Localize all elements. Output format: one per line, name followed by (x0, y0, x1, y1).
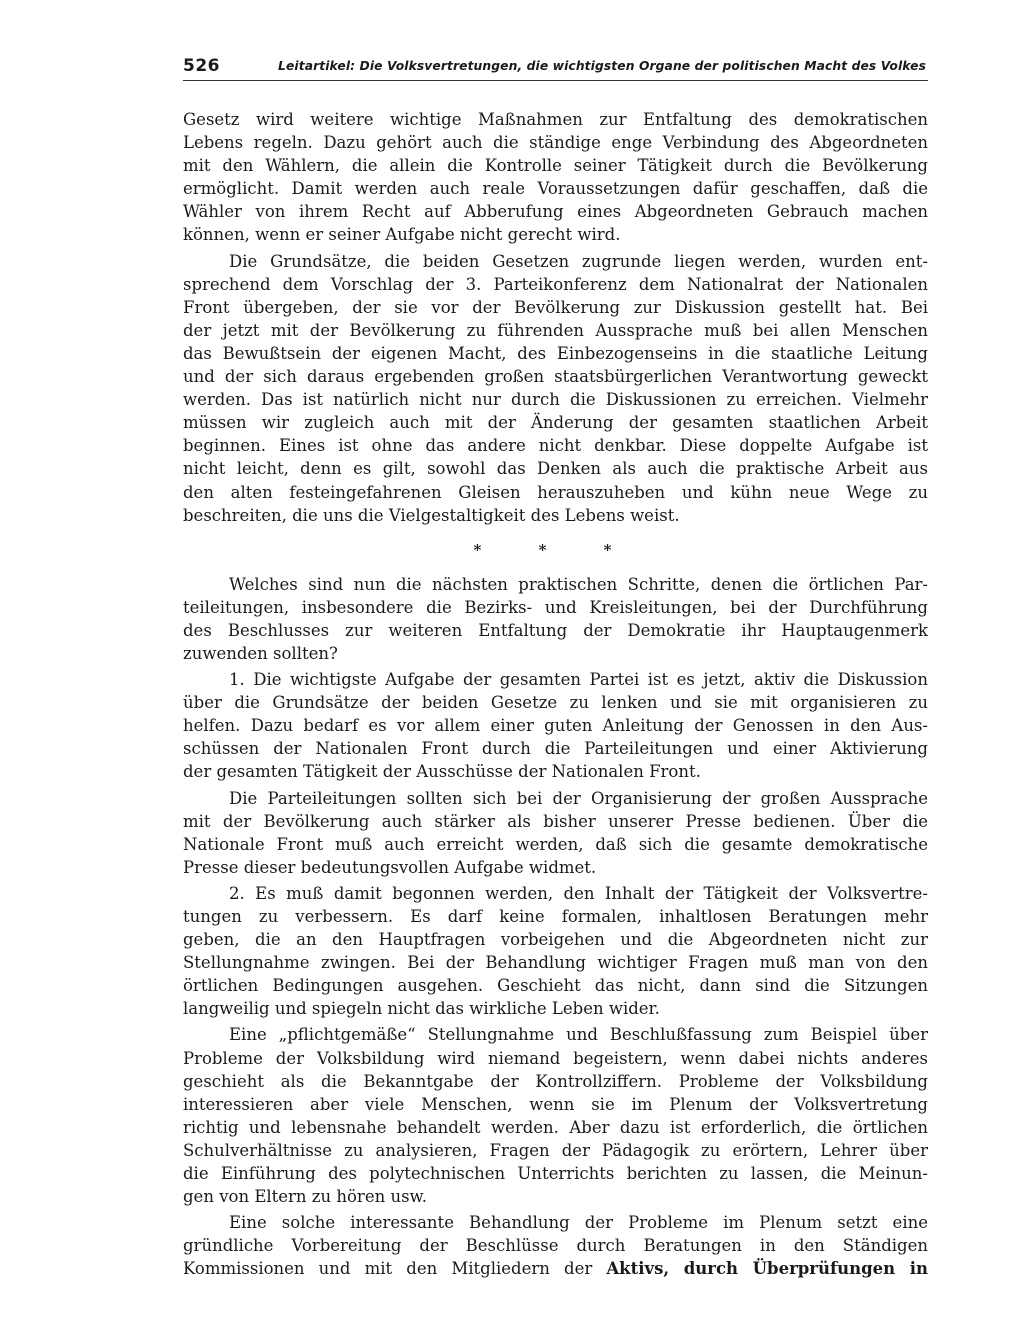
bold-text-span: Aktivs, durch Überprüfungen in (606, 1259, 928, 1279)
text-line: geben, die an den Hauptfragen vorbeigehen und die Abgeordneten nicht zur (183, 930, 928, 950)
page-number: 526 (183, 56, 220, 76)
text-line: beschreiten, die uns die Vielgestaltigkeit des Lebens weist. (183, 505, 680, 525)
text-line: Stellungnahme zwingen. Bei der Behandlung wichtiger Fragen muß man von den (183, 953, 928, 973)
paragraph (183, 668, 928, 783)
text-line: interessieren aber viele Menschen, wenn sie im Plenum der Volksvertretung (183, 1094, 928, 1114)
text-line: Nationale Front muß auch erreicht werden, daß sich die gesamte demokratische (183, 834, 928, 854)
text-line: sprechend dem Vorschlag der 3. Parteikonferenz dem Nationalrat der Nationalen (183, 274, 928, 294)
text-line (183, 1257, 928, 1280)
text-line: den alten festeingefahrenen Gleisen herauszuheben und kühn neue Wege zu (183, 482, 928, 502)
text-line: Die Parteileitungen sollten sich bei der Organisierung der großen Aussprache (229, 788, 928, 808)
text-line: Die Grundsätze, die beiden Gesetzen zugrunde liegen werden, wurden ent- (229, 251, 928, 271)
text-line: werden. Das ist natürlich nicht nur durch die Diskussionen zu erreichen. Vielmehr (183, 390, 928, 410)
text-line: 2. Es muß damit begonnen werden, den Inhalt der Tätigkeit der Volksvertre- (229, 883, 928, 903)
text-line: richtig und lebensnahe behandelt werden. Aber dazu ist erforderlich, die örtlichen (183, 1117, 928, 1137)
text-line: Presse dieser bedeutungsvollen Aufgabe widmet. (183, 857, 597, 877)
article-body (183, 108, 928, 1281)
text-line: Front übergeben, der sie vor der Bevölkerung zur Diskussion gestellt hat. Bei (183, 297, 928, 317)
text-line: die Einführung des polytechnischen Unterrichts berichten zu lassen, die Meinun- (183, 1164, 928, 1184)
paragraph (183, 1211, 928, 1280)
text-line: Lebens regeln. Dazu gehört auch die ständige enge Verbindung des Abgeordneten (183, 133, 928, 153)
text-line: ermöglicht. Damit werden auch reale Voraussetzungen dafür geschaffen, daß die (183, 179, 928, 199)
text-line: nicht leicht, denn es gilt, sowohl das Denken als auch die praktische Arbeit aus (183, 459, 928, 479)
text-line: zuwenden sollten? (183, 643, 338, 663)
text-line: teileitungen, insbesondere die Bezirks- und Kreisleitungen, bei der Durchführung (183, 597, 928, 617)
text-line: der gesamten Tätigkeit der Ausschüsse der Nationalen Front. (183, 762, 701, 782)
text-line: gründliche Vorbereitung der Beschlüsse durch Beratungen in den Ständigen (183, 1236, 928, 1256)
paragraph (183, 787, 928, 879)
text-line: können, wenn er seiner Aufgabe nicht gerecht wird. (183, 225, 621, 245)
text-line: und der sich daraus ergebenden großen staatsbürgerlichen Verantwortung geweckt (183, 367, 928, 387)
text-line: Probleme der Volksbildung wird niemand begeistern, wenn dabei nichts anderes (183, 1048, 928, 1068)
page-header (183, 56, 928, 81)
text-line: geschieht als die Bekanntgabe der Kontrollziffern. Probleme der Volksbildung (183, 1071, 928, 1091)
section-separator: * * * (473, 540, 638, 559)
text-line: der jetzt mit der Bevölkerung zu führenden Aussprache muß bei allen Menschen (183, 320, 928, 340)
text-line: müssen wir zugleich auch mit der Änderung der gesamten staatlichen Arbeit (183, 413, 928, 433)
text-line: Eine solche interessante Behandlung der Probleme im Plenum setzt eine (229, 1213, 928, 1233)
text-span: Kommissionen und mit den Mitgliedern der (183, 1259, 607, 1279)
text-line: schüssen der Nationalen Front durch die Parteileitungen und einer Aktivierung (183, 739, 928, 759)
text-line: langweilig und spiegeln nicht das wirkliche Leben wider. (183, 999, 660, 1019)
text-line: beginnen. Eines ist ohne das andere nicht denkbar. Diese doppelte Aufgabe ist (183, 436, 928, 456)
text-line: örtlichen Bedingungen ausgehen. Geschieht das nicht, dann sind die Sitzungen (183, 976, 928, 996)
paragraph (183, 250, 928, 527)
text-line: Schulverhältnisse zu analysieren, Fragen der Pädagogik zu erörtern, Lehrer über (183, 1140, 928, 1160)
text-line: tungen zu verbessern. Es darf keine formalen, inhaltlosen Beratungen mehr (183, 907, 928, 926)
text-line: 1. Die wichtigste Aufgabe der gesamten Partei ist es jetzt, aktiv die Diskussion (229, 670, 928, 690)
text-line: über die Grundsätze der beiden Gesetze zu lenken und sie mit organisieren zu (183, 693, 928, 713)
text-line: helfen. Dazu bedarf es vor allem einer guten Anleitung der Genossen in den Aus- (183, 716, 928, 736)
text-line: mit der Bevölkerung auch stärker als bisher unserer Presse bedienen. Über die (183, 811, 928, 831)
paragraph (183, 1023, 928, 1208)
text-line: Welches sind nun die nächsten praktischen Schritte, denen die örtlichen Par- (229, 574, 928, 594)
text-line: Eine „pflichtgemäße“ Stellungnahme und Beschlußfassung zum Beispiel über (229, 1025, 928, 1045)
paragraph (183, 573, 928, 665)
paragraph (183, 882, 928, 1021)
text-line: Gesetz wird weitere wichtige Maßnahmen zur Entfaltung des demokratischen (183, 110, 928, 129)
text-line: gen von Eltern zu hören usw. (183, 1187, 427, 1207)
text-line: mit den Wählern, die allein die Kontrolle seiner Tätigkeit durch die Bevölkerung (183, 156, 928, 176)
text-line: des Beschlusses zur weiteren Entfaltung der Demokratie ihr Hauptaugenmerk (183, 620, 928, 640)
running-head: Leitartikel: Die Volksvertretungen, die wichtigsten Organe der politischen Macht des Volkes (278, 59, 926, 73)
text-line: das Bewußtsein der eigenen Macht, des Einbezogenseins in die staatliche Leitung (183, 343, 928, 363)
text-line: Wähler von ihrem Recht auf Abberufung eines Abgeordneten Gebrauch machen (183, 202, 928, 222)
paragraph (183, 108, 928, 247)
